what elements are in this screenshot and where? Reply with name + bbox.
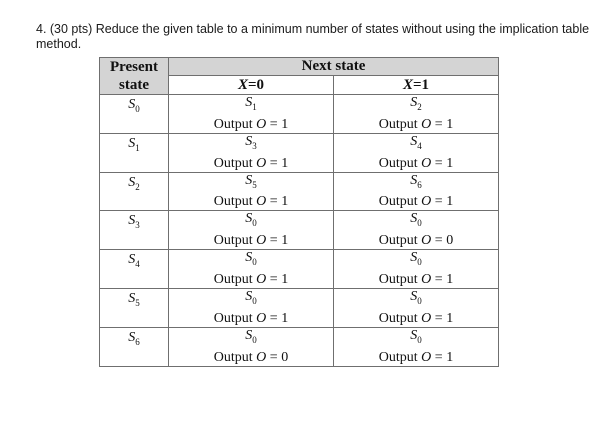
state-table xyxy=(99,57,499,367)
output-x0 xyxy=(169,116,333,133)
present-state-letter: S xyxy=(128,213,136,229)
output-x0-value: = 1 xyxy=(269,233,289,249)
output-word: Output xyxy=(378,116,418,132)
present-state-sub: 6 xyxy=(135,336,140,347)
output-x0 xyxy=(169,349,333,366)
present-state-cell xyxy=(100,133,169,172)
next-state-x1-letter: S xyxy=(410,172,418,188)
table-row xyxy=(100,211,499,250)
output-word: Output xyxy=(213,310,253,326)
state-table-container xyxy=(99,57,499,367)
present-state-sub: 4 xyxy=(135,258,140,269)
present-state-sub: 5 xyxy=(135,297,140,308)
next-state-x0 xyxy=(169,96,333,114)
present-state-sub: 3 xyxy=(135,220,140,231)
next-state-x0-cell xyxy=(169,250,334,289)
next-state-x1 xyxy=(334,96,498,114)
output-var: O xyxy=(256,194,267,210)
next-state-x0-letter: S xyxy=(245,250,253,266)
output-x1 xyxy=(334,271,498,288)
table-row xyxy=(100,95,499,134)
next-state-x1 xyxy=(334,135,498,153)
next-state-x1-cell xyxy=(334,211,499,250)
output-x1-value: = 1 xyxy=(434,271,454,287)
present-state-header xyxy=(100,58,169,95)
next-state-x1 xyxy=(334,329,498,347)
next-state-x0-cell xyxy=(169,211,334,250)
next-state-x1-cell xyxy=(334,288,499,327)
next-state-x1-cell xyxy=(334,250,499,289)
output-x1-value: = 1 xyxy=(434,349,454,365)
output-var: O xyxy=(256,349,267,365)
output-x1 xyxy=(334,232,498,249)
next-state-x1-sub: 0 xyxy=(417,218,422,229)
output-word: Output xyxy=(213,155,253,171)
output-word: Output xyxy=(213,349,253,365)
next-state-x0 xyxy=(169,290,333,308)
next-state-x1-sub: 2 xyxy=(417,101,422,112)
output-x0 xyxy=(169,193,333,210)
next-state-x1-letter: S xyxy=(410,250,418,266)
output-x1-value: = 1 xyxy=(434,155,454,171)
present-state xyxy=(128,176,140,194)
present-state-letter: S xyxy=(128,174,136,190)
output-x0-value: = 1 xyxy=(269,155,289,171)
output-var: O xyxy=(421,116,432,132)
output-x1-value: = 1 xyxy=(434,116,454,132)
next-state-x1-letter: S xyxy=(410,133,418,149)
table-row xyxy=(100,327,499,366)
output-x0-value: = 1 xyxy=(269,310,289,326)
question-text: 4. (30 pts) Reduce the given table to a minimum number of states without using the implication table method. xyxy=(36,22,590,51)
next-state-x0-sub: 1 xyxy=(252,101,257,112)
table-row xyxy=(100,288,499,327)
next-state-x1 xyxy=(334,174,498,192)
present-state xyxy=(128,253,140,271)
output-x0-value: = 0 xyxy=(269,349,289,365)
output-var: O xyxy=(256,116,267,132)
present-state-cell xyxy=(100,172,169,211)
output-var: O xyxy=(256,310,267,326)
present-state-cell xyxy=(100,250,169,289)
next-state-x0-sub: 3 xyxy=(252,140,257,151)
present-header-line2: state xyxy=(119,77,149,93)
x1-header xyxy=(334,76,499,95)
output-x0-value: = 1 xyxy=(269,271,289,287)
x0-var: X xyxy=(237,77,248,93)
output-var: O xyxy=(256,271,267,287)
output-word: Output xyxy=(378,310,418,326)
next-state-x0-letter: S xyxy=(245,172,253,188)
present-state-sub: 0 xyxy=(135,103,140,114)
output-var: O xyxy=(421,155,432,171)
next-state-x0-cell xyxy=(169,95,334,134)
next-state-x1 xyxy=(334,251,498,269)
output-word: Output xyxy=(213,116,253,132)
next-state-x1-letter: S xyxy=(410,288,418,304)
output-x1 xyxy=(334,116,498,133)
next-state-x0-letter: S xyxy=(245,327,253,343)
next-state-x0-letter: S xyxy=(245,95,253,110)
next-state-x1-sub: 6 xyxy=(417,179,422,190)
next-state-x1-sub: 0 xyxy=(417,295,422,306)
output-x1-value: = 1 xyxy=(434,310,454,326)
present-state-letter: S xyxy=(128,252,136,268)
present-header-line1: Present xyxy=(109,59,159,75)
next-state-x0 xyxy=(169,251,333,269)
present-state-letter: S xyxy=(128,290,136,306)
table-row xyxy=(100,133,499,172)
next-state-x0 xyxy=(169,212,333,230)
next-state-x1-cell xyxy=(334,133,499,172)
output-var: O xyxy=(421,271,432,287)
x0-header xyxy=(169,76,334,95)
present-state-cell xyxy=(100,327,169,366)
x0-val: =0 xyxy=(247,77,265,93)
next-state-x1-cell xyxy=(334,95,499,134)
output-x1-value: = 1 xyxy=(434,194,454,210)
next-state-x0-letter: S xyxy=(245,288,253,304)
output-var: O xyxy=(421,310,432,326)
output-x1 xyxy=(334,155,498,172)
next-state-x0 xyxy=(169,174,333,192)
present-state-letter: S xyxy=(128,135,136,151)
present-state-cell xyxy=(100,95,169,134)
output-word: Output xyxy=(213,271,253,287)
next-state-x1-cell xyxy=(334,327,499,366)
next-state-x0-letter: S xyxy=(245,133,253,149)
present-state xyxy=(128,331,140,349)
output-word: Output xyxy=(378,155,418,171)
output-var: O xyxy=(421,233,432,249)
output-word: Output xyxy=(378,194,418,210)
table-row xyxy=(100,250,499,289)
output-x0 xyxy=(169,155,333,172)
output-word: Output xyxy=(378,349,418,365)
output-x1 xyxy=(334,310,498,327)
output-word: Output xyxy=(378,233,418,249)
next-state-x1-letter: S xyxy=(410,211,418,227)
present-state xyxy=(128,98,140,116)
next-state-x0-cell xyxy=(169,172,334,211)
x1-var: X xyxy=(402,77,413,93)
output-x0 xyxy=(169,271,333,288)
present-state-cell xyxy=(100,211,169,250)
present-state xyxy=(128,292,140,310)
present-state xyxy=(128,214,140,232)
next-state-x1-cell xyxy=(334,172,499,211)
output-word: Output xyxy=(213,194,253,210)
next-state-x0-sub: 0 xyxy=(252,256,257,267)
header-row-1 xyxy=(100,58,499,76)
present-state-sub: 2 xyxy=(135,181,140,192)
next-state-header: Next state xyxy=(169,58,499,76)
x1-val: =1 xyxy=(412,77,430,93)
output-var: O xyxy=(256,155,267,171)
present-state-cell xyxy=(100,288,169,327)
next-state-x1-letter: S xyxy=(410,327,418,343)
next-state-x0-sub: 0 xyxy=(252,218,257,229)
output-x0 xyxy=(169,310,333,327)
next-state-x1-sub: 0 xyxy=(417,334,422,345)
output-var: O xyxy=(256,233,267,249)
output-x1-value: = 0 xyxy=(434,233,454,249)
next-state-x0-sub: 0 xyxy=(252,295,257,306)
output-var: O xyxy=(421,349,432,365)
present-state-sub: 1 xyxy=(135,142,140,153)
output-word: Output xyxy=(378,271,418,287)
output-x0 xyxy=(169,232,333,249)
next-state-x1 xyxy=(334,212,498,230)
next-state-x1-sub: 0 xyxy=(417,256,422,267)
table-row xyxy=(100,172,499,211)
next-state-x0 xyxy=(169,135,333,153)
next-state-x0-cell xyxy=(169,327,334,366)
next-state-x0-cell xyxy=(169,133,334,172)
next-state-x1-sub: 4 xyxy=(417,140,422,151)
output-x1 xyxy=(334,193,498,210)
present-state-letter: S xyxy=(128,97,136,112)
present-state xyxy=(128,137,140,155)
next-state-x0 xyxy=(169,329,333,347)
next-state-x0-letter: S xyxy=(245,211,253,227)
next-state-x0-sub: 0 xyxy=(252,334,257,345)
next-state-x0-sub: 5 xyxy=(252,179,257,190)
next-state-x0-cell xyxy=(169,288,334,327)
output-x1 xyxy=(334,349,498,366)
output-x0-value: = 1 xyxy=(269,194,289,210)
output-x0-value: = 1 xyxy=(269,116,289,132)
output-word: Output xyxy=(213,233,253,249)
present-state-letter: S xyxy=(128,329,136,345)
next-state-x1 xyxy=(334,290,498,308)
output-var: O xyxy=(421,194,432,210)
next-state-x1-letter: S xyxy=(410,95,418,110)
